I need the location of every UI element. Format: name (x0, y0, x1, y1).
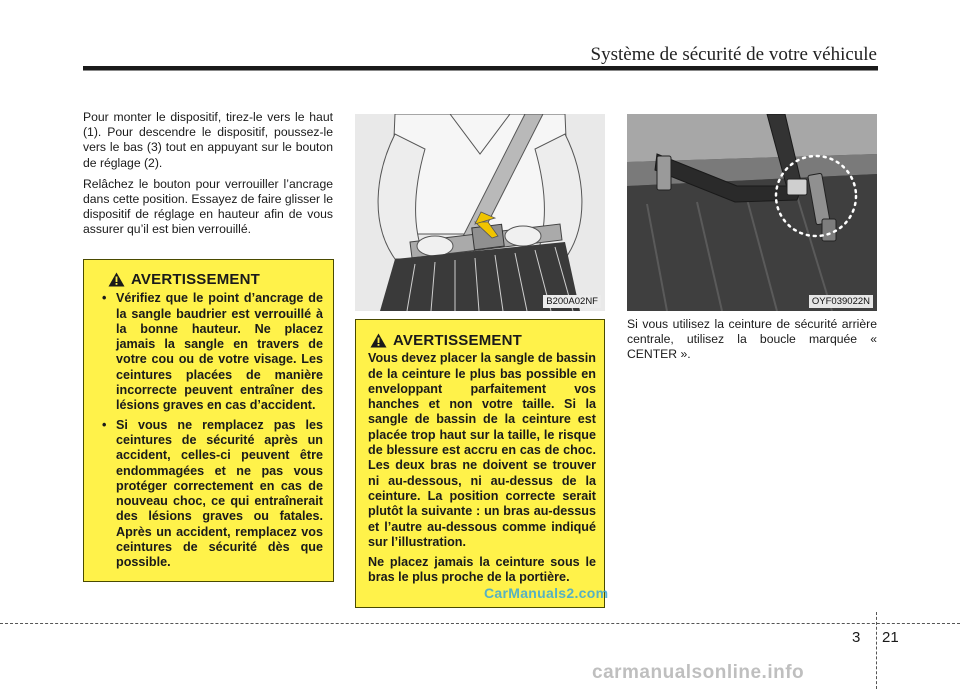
warning-title-2 (370, 333, 596, 348)
warning-box-2 (355, 319, 605, 608)
figure-seatbelt-lap-position (355, 114, 605, 311)
warning-list (104, 291, 323, 570)
warning-title-text-2: AVERTISSEMENT (393, 332, 523, 349)
watermark-footer: carmanualsonline.info (592, 662, 805, 683)
intro-paragraph-1: Pour monter le dispositif, tirez-le vers le haut (1). Pour descendre le dispositif, poussez-le vers le bas (3) tout en appuyant sur le bouton de réglage (2). (83, 110, 333, 170)
warning-paragraph-1: Vous devez placer la sangle de bassin de la ceinture le plus bas possible en enveloppant parfaitement vos hanches et non votre taille. Si la sangle de bassin de la ceinture est placée trop haut sur la taille, le risque de blessure est accru en cas de choc. Les deux bras ne doivent se trouver ni au-dessous, ni au-dessus de la ceinture. La position correcte serait plutôt la suivante : un bras au-dessus et l’autre au-dessous comme indiqué sur l’illustration. (368, 351, 596, 549)
intro-text (83, 110, 333, 244)
running-header: Système de sécurité de votre véhicule (590, 44, 877, 65)
warning-triangle-icon (370, 333, 387, 348)
center-belt-text: Si vous utilisez la ceinture de sécurité arrière centrale, utilisez la boucle marquée « CENTER ». (627, 317, 877, 362)
page-number: 21 (882, 629, 899, 646)
rear-seat-illustration (627, 114, 877, 311)
figure-code: B200A02NF (543, 295, 601, 308)
warning-item: • Si vous ne remplacez pas les ceintures de sécurité après un accident, celles-ci peuvent être endommagées et ne pas vous protéger correctement en cas de nouveau choc, ce qui entraînerait des lésions graves ou fatales. Après un accident, remplacez vos ceintures de sécurité dès que possible. (104, 418, 323, 571)
seatbelt-illustration (355, 114, 605, 311)
warning-title-text-1: AVERTISSEMENT (131, 271, 261, 288)
warning-box-1 (83, 259, 334, 582)
page-chapter: 3 (852, 629, 861, 646)
warning-title-1 (108, 272, 323, 287)
header-rule-thin (83, 70, 878, 71)
footer-rule (0, 623, 960, 624)
warning-paragraph-2: Ne placez jamais la ceinture sous le bras le plus proche de la portière. (368, 555, 596, 585)
warning-item: • Vérifiez que le point d’ancrage de la sangle baudrier est verrouillé à la bonne hauteur. Ne placez jamais la sangle en travers de votre cou ou de votre visage. Les ceintures placées de manière incorrecte peuvent entraîner des lésions graves en cas d’accident. (104, 291, 323, 413)
warning-triangle-icon (108, 272, 125, 287)
figure-code: OYF039022N (809, 295, 873, 308)
watermark-inline: CarManuals2.com (484, 585, 609, 601)
footer-vertical-rule (876, 612, 877, 689)
intro-paragraph-2: Relâchez le bouton pour verrouiller l’ancrage dans cette position. Essayez de faire glisser le dispositif de réglage en hauteur afin de vous assurer qu’il est bien verrouillé. (83, 176, 333, 237)
figure-rear-center-buckle (627, 114, 877, 311)
